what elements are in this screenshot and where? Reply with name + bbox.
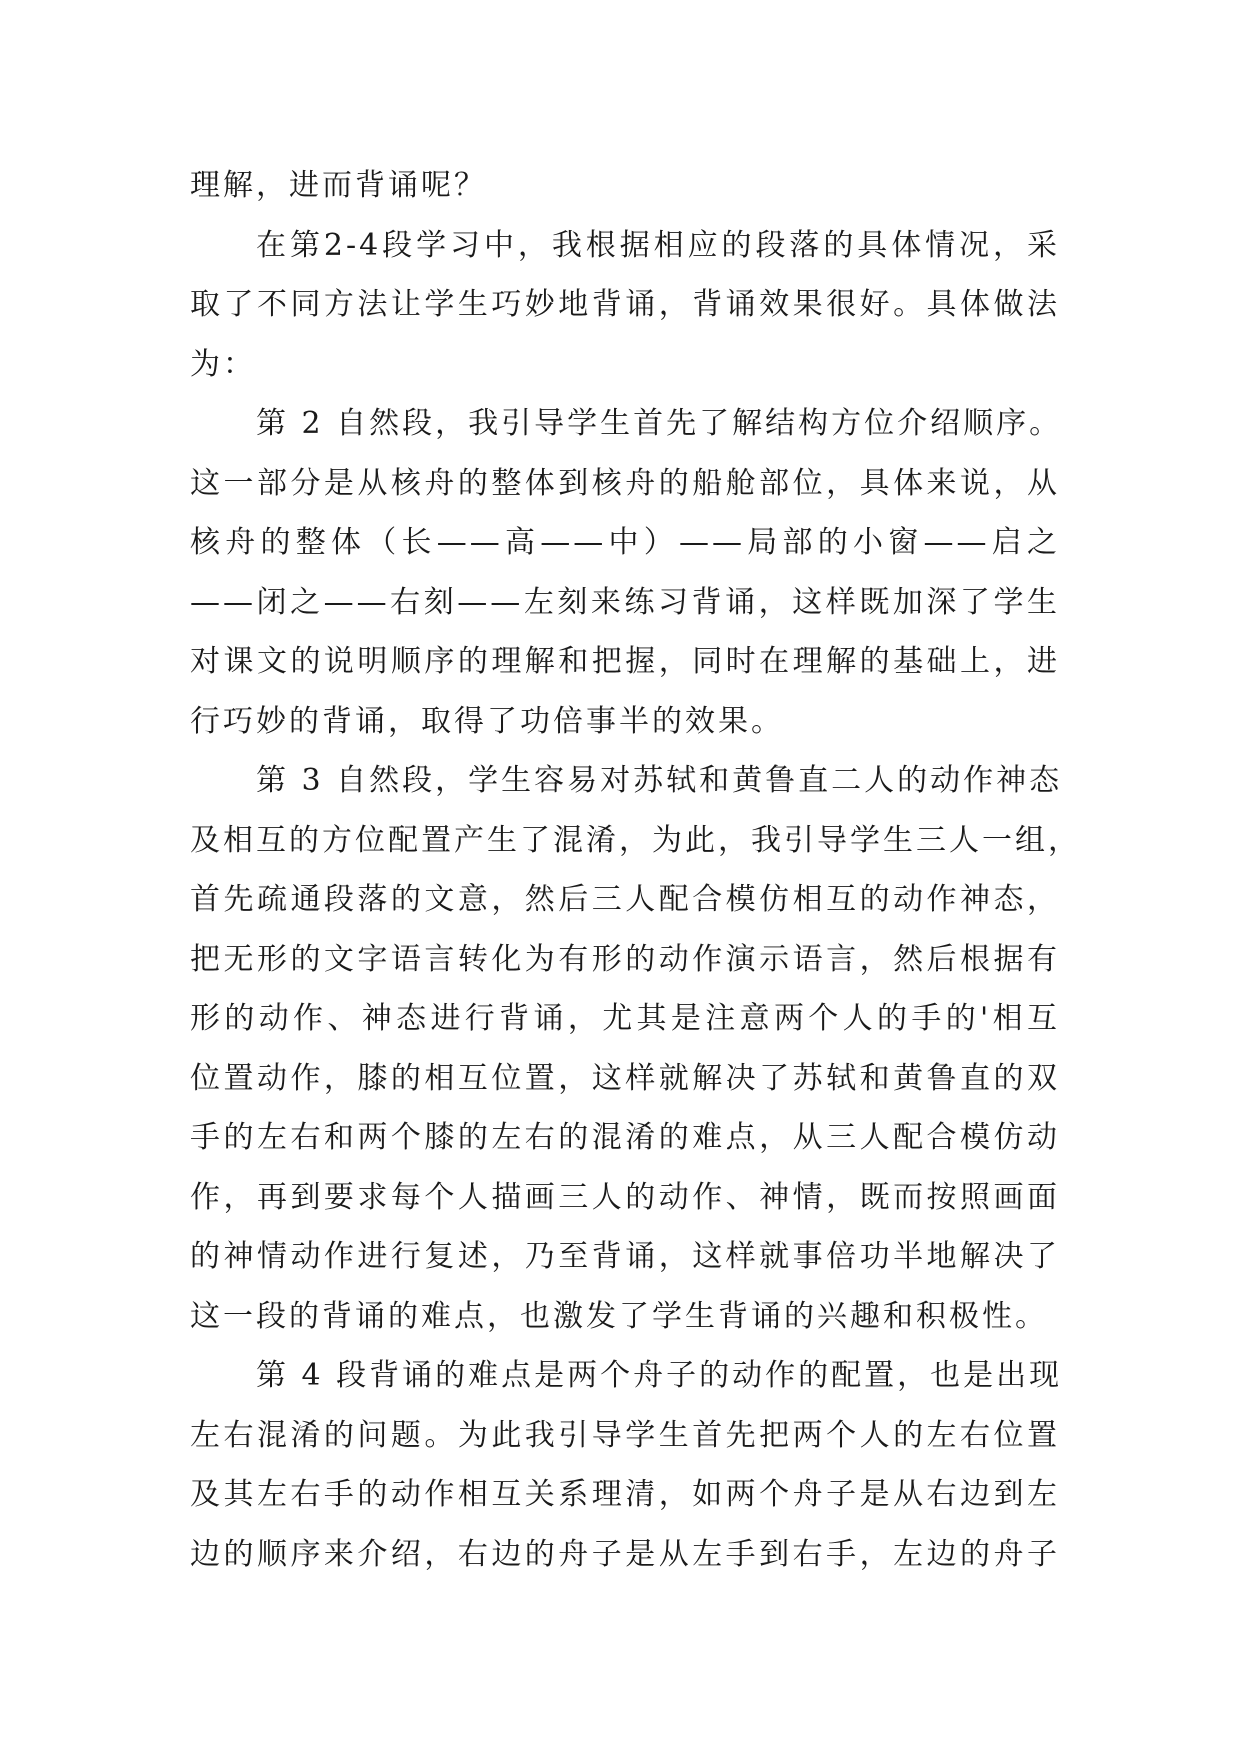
text-line: 作，再到要求每个人描画三人的动作、神情，既而按照画面 xyxy=(190,1179,1060,1215)
text-line: 对课文的说明顺序的理解和把握，同时在理解的基础上，进 xyxy=(190,644,1060,679)
text-line: 形的动作、神态进行背诵，尤其是注意两个人的手的'相互 xyxy=(190,1001,1060,1036)
text-line: 位置动作，膝的相互位置，这样就解决了苏轼和黄鲁直的双 xyxy=(190,1060,1060,1096)
text-line: 第 3 自然段，学生容易对苏轼和黄鲁直二人的动作神态 xyxy=(256,763,1063,798)
text-line: 这一段的背诵的难点，也激发了学生背诵的兴趣和积极性。 xyxy=(190,1298,1048,1334)
text-line: ——闭之——右刻——左刻来练习背诵，这样既加深了学生 xyxy=(190,584,1060,620)
text-line: 第 2 自然段，我引导学生首先了解结构方位介绍顺序。 xyxy=(256,406,1063,441)
text-line: 及其左右手的动作相互关系理清，如两个舟子是从右边到左 xyxy=(190,1477,1060,1512)
text-line: 首先疏通段落的文意，然后三人配合模仿相互的动作神态， xyxy=(190,882,1060,917)
text-line: 边的顺序来介绍，右边的舟子是从左手到右手，左边的舟子 xyxy=(190,1536,1060,1572)
text-line: 核舟的整体（长——高——中）——局部的小窗——启之 xyxy=(190,525,1060,560)
text-line: 把无形的文字语言转化为有形的动作演示语言，然后根据有 xyxy=(190,941,1060,977)
text-line: 取了不同方法让学生巧妙地背诵，背诵效果很好。具体做法 xyxy=(190,287,1060,322)
text-line: 这一部分是从核舟的整体到核舟的船舱部位，具体来说，从 xyxy=(190,465,1060,501)
text-line: 的神情动作进行复述，乃至背诵，这样就事倍功半地解决了 xyxy=(190,1239,1060,1274)
text-line: 左右混淆的问题。为此我引导学生首先把两个人的左右位置 xyxy=(190,1417,1060,1453)
text-line: 为： xyxy=(190,346,256,382)
text-line: 手的左右和两个膝的左右的混淆的难点，从三人配合模仿动 xyxy=(190,1120,1060,1155)
body-text xyxy=(190,156,1081,1584)
text-line: 理解，进而背诵呢？ xyxy=(190,168,487,203)
text-line: 第 4 段背诵的难点是两个舟子的动作的配置，也是出现 xyxy=(256,1358,1063,1393)
text-line: 行巧妙的背诵，取得了功倍事半的效果。 xyxy=(190,703,784,739)
text-line: 及相互的方位配置产生了混淆，为此，我引导学生三人一组， xyxy=(190,822,1081,858)
text-line: 在第2-4段学习中，我根据相应的段落的具体情况，采 xyxy=(256,227,1060,263)
